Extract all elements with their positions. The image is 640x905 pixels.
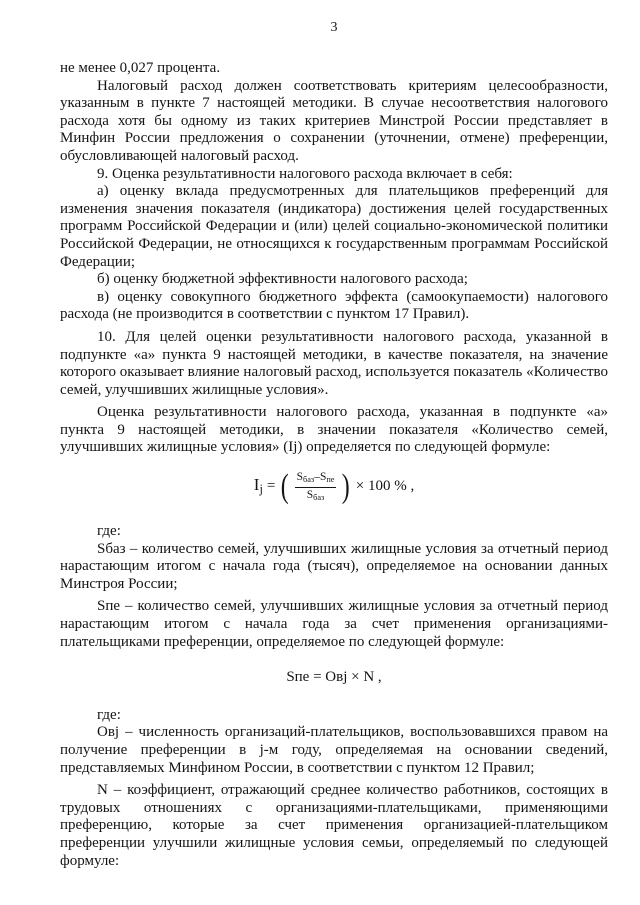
where-label: где:	[97, 706, 121, 723]
definition-o-vj: Oвj – численность организаций-плательщиков, воспользовавшихся правом на получение преференции в j-м году, определяемая на основании сведений, представляемых Минфином России, в соответствии с пунктом 12 Правил;	[60, 724, 608, 776]
paragraph-item-9c: в) оценку совокупного бюджетного эффекта (самоокупаемости) налогового расхода (не производится в соответствии с пунктом 17 Правил).	[60, 288, 608, 323]
paragraph-tax-expense-criteria: Налоговый расход должен соответствовать критериям целесообразности, указанным в пункте 7 настоящей методики. В случае несоответствия налогового расхода хотя бы одному из таких критериев Минстрой России представляет в Минфин России предложения о сохранении (уточнении, отмене) преференции, обусловливающей налоговый расход.	[60, 77, 608, 164]
formula-numerator: $S_{баз}-S_{пе}$	[295, 471, 337, 488]
paragraph-continuation: не менее 0,027 процента.	[60, 60, 221, 76]
formula-s-pe: Sпе = Oвj × N ,	[286, 669, 382, 686]
document-body	[60, 60, 608, 870]
where-label: где:	[97, 523, 121, 540]
page-number: 3	[330, 20, 338, 35]
paragraph-item-9: 9. Оценка результативности налогового расхода включает в себя:	[97, 165, 513, 182]
formula-effectiveness	[60, 469, 608, 505]
definition-s-baz: Sбаз – количество семей, улучшивших жилищные условия за отчетный период нарастающим итогом с начала года (тысяч), определяемое на основании данных Минстроя России;	[60, 540, 608, 592]
formula-tail: × 100 % ,	[355, 478, 415, 495]
paragraph-effectiveness-formula-intro: Оценка результативности налогового расхода, указанная в подпункте «а» пункта 9 настоящей методики, в значении показателя «Количество семей, улучшивших жилищные условия» (Ij) определяется по следующей формуле:	[60, 404, 608, 456]
formula-lhs: $I_j$	[253, 474, 263, 496]
formula-equals: =	[266, 478, 276, 495]
formula-right-paren: )	[342, 468, 351, 506]
paragraph-item-9b: б) оценку бюджетной эффективности налогового расхода;	[97, 271, 468, 288]
formula-fraction	[295, 471, 337, 504]
paragraph-item-9a: а) оценку вклада предусмотренных для плательщиков преференций для изменения значения показателя (индикатора) достижения целей государственных программ Российской Федерации и (или) целей социально-экономической политики Российской Федерации, не относящихся к государственным программам Российской Федерации;	[60, 183, 608, 270]
definition-s-pe: Sпе – количество семей, улучшивших жилищные условия за отчетный период нарастающим итогом с начала года за счет применения организациями-плательщиками преференции, определяемое по следующей формуле:	[60, 598, 608, 650]
formula-left-paren: (	[281, 468, 289, 506]
definition-n: N – коэффициент, отражающий среднее количество работников, состоящих в трудовых отношениях с организациями-плательщиками, применяющими преференцию, которые за счет применения организацией-плательщиком преференции улучшили жилищные условия семьи, определяемый по следующей формуле:	[60, 782, 608, 869]
paragraph-item-10: 10. Для целей оценки результативности налогового расхода, указанной в подпункте «а» пункта 9 настоящей методики, в качестве показателя, на значение которого оказывает влияние налоговый расход, используется показатель «Количество семей, улучшивших жилищные условия».	[60, 328, 608, 398]
formula-denominator: $S_{баз}$	[306, 488, 325, 502]
